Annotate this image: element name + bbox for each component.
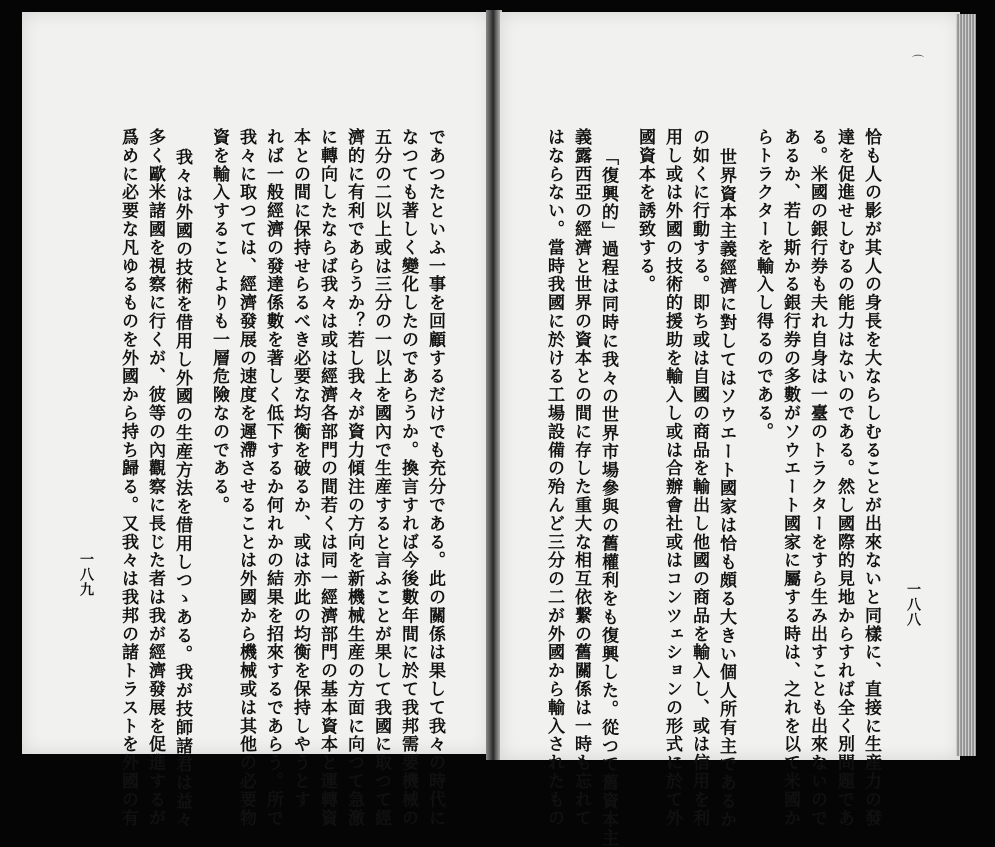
text-column: らトラクターを輸入し得るのである。 <box>753 128 773 441</box>
text-column: であつたといふ一事を回顧するだけでも充分である。此の關係は果して我々の時代に <box>425 128 445 828</box>
text-column: 我々は外國の技術を借用し外國の生産方法を借用しつゝある。我が技師諸君は益々 <box>172 148 192 829</box>
text-column: に轉向したならば我々は或は經濟各部門の間若くは同一經濟部門の基本資本と運轉資 <box>317 128 337 828</box>
text-column: なつても著しく變化したのであらうか。換言すれば今後數年間に於て我邦需要機械の <box>398 128 418 828</box>
text-column: 用し或は外國の技術的援助を輸入し或は合辦會社或はコンツェションの形式に於て外 <box>662 128 682 828</box>
page-edges <box>956 14 976 756</box>
text-column: 達を促進せしむるの能力はないのである。然し國際的見地からすれば全く別問題であ <box>834 128 854 828</box>
text-column: る。米國の銀行券も夫れ自身は一臺のトラクターをすら生み出すことも出來ないので <box>807 128 827 828</box>
text-column: 五分の二以上或は三分の一以上を國內で生産すると言ふことが果して我國に取つて經 <box>371 128 391 828</box>
text-column: 濟的に有利であらうか？若し我々が資力傾注の方向を新機械生産の方面に向つて急激 <box>344 128 364 828</box>
text-column: の如くに行動する。即ち或は自國の商品を輸出し他國の商品を輸入し、或は信用を利 <box>689 128 709 828</box>
text-column: れば一般經濟の發達係數を著しく低下するか何れかの結果を招來するであらう。所で <box>263 128 283 828</box>
page-number: 一八九 <box>78 552 94 597</box>
text-column: 恰も人の影が其人の身長を大ならしむることが出來ないと同樣に、直接に生産力の發 <box>861 128 881 828</box>
left-page <box>22 12 490 754</box>
corner-mark: ⌒ <box>912 54 925 68</box>
text-column: 資を輸入することよりも一層危險なのである。 <box>209 128 229 515</box>
text-column: 世界資本主義經濟に對してはソウエート國家は恰も頗る大きい個人所有主であるか <box>716 148 736 829</box>
text-column: あるか、若し斯かる銀行券の多數がソウエート國家に屬する時は、之れを以て米國か <box>780 128 800 828</box>
text-column: はならない。當時我國に於ける工場設備の殆んど三分の二が外國から輸入されたもの <box>544 128 564 828</box>
text-column: 本との間に保持せらるべき必要な均衡を破るか、或は亦此の均衡を保持しやうとす <box>290 128 310 809</box>
text-column: 國資本を誘致する。 <box>635 128 655 294</box>
text-column: 我々に取つては、經濟發展の速度を遲滯させることは外國から機械或は其他の必要物 <box>236 128 256 828</box>
text-column: 多く歐米諸國を視察に行くが、彼等の內觀察に長じた者は我が經濟發展を促進するが <box>145 128 165 828</box>
page-number: 一八八 <box>905 582 921 627</box>
text-column: 爲めに必要な凡ゆるものを外國から持ち歸る。又我々は我邦の諸トラストを外國の有 <box>118 128 138 828</box>
text-column: 「復興的」過程は同時に我々の世界市場參與の舊權利をも復興した。從つて舊資本主 <box>598 148 618 847</box>
text-column: 義露西亞の經濟と世界の資本との間に存した重大な相互依繋の舊關係は一時も忘れて <box>571 128 591 828</box>
